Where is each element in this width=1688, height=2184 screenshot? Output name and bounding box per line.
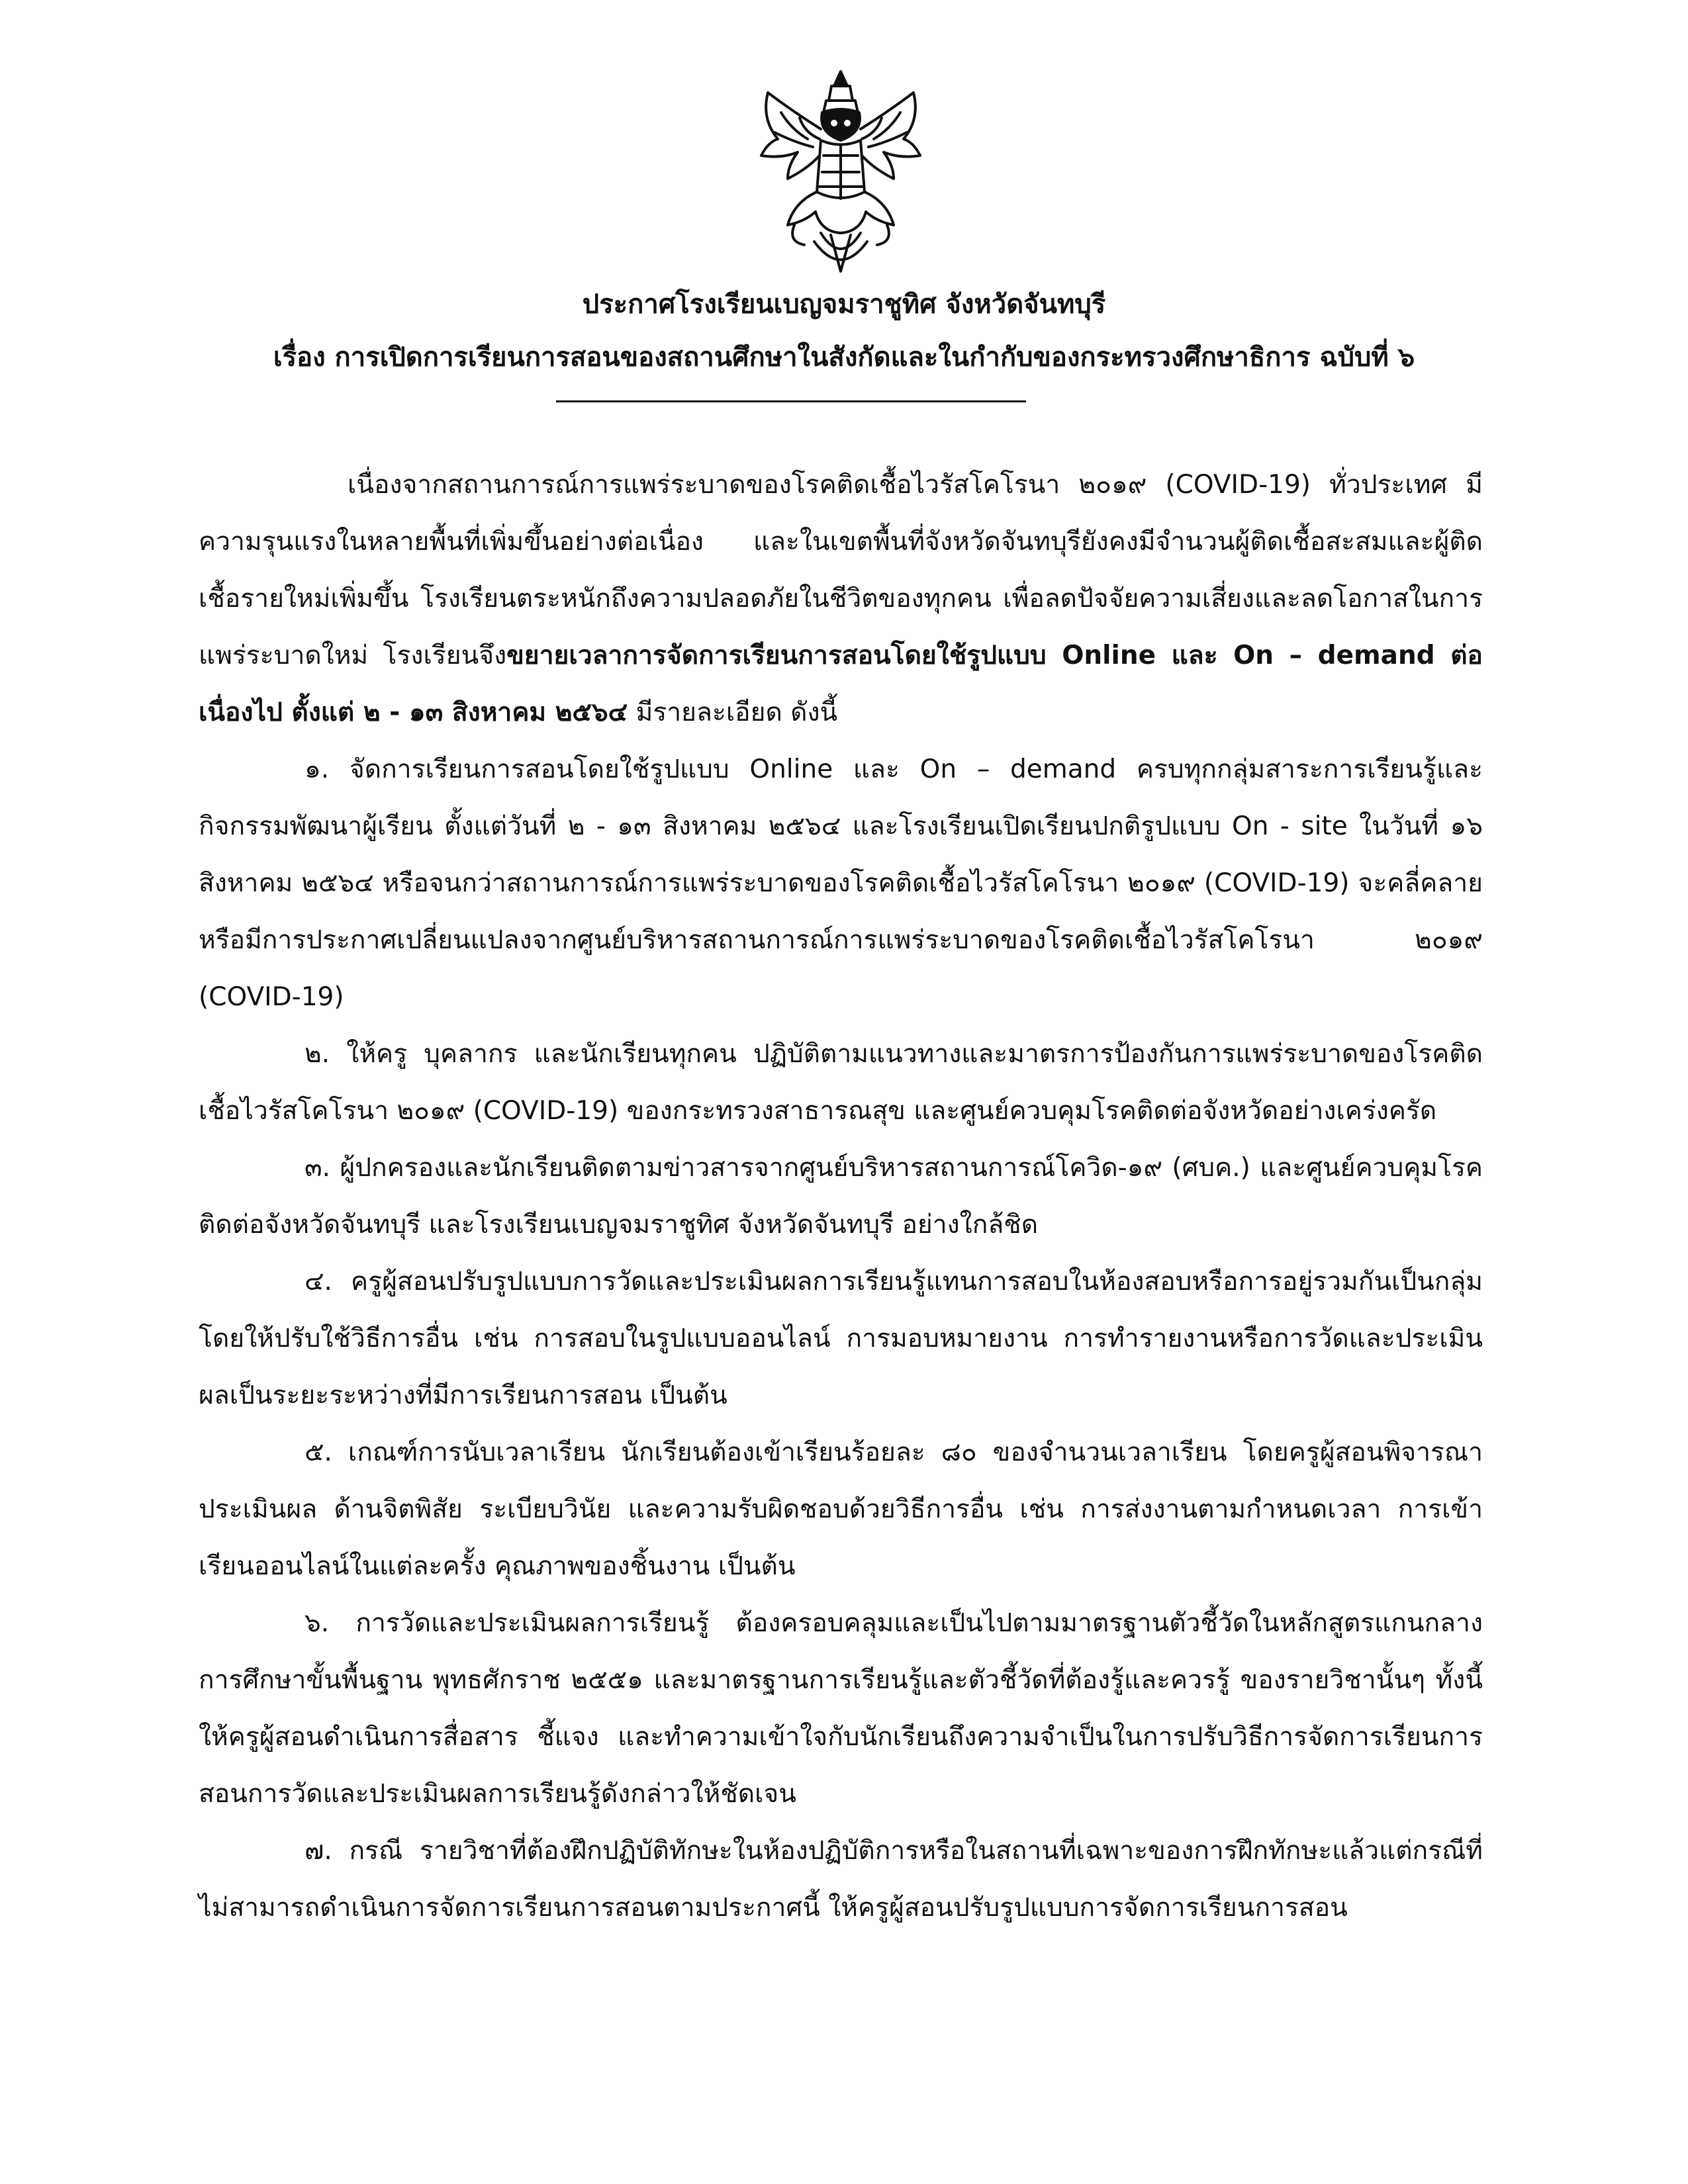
list-item-5: ๕. เกณฑ์การนับเวลาเรียน นักเรียนต้องเข้าเรียนร้อยละ ๘๐ ของจำนวนเวลาเรียน โดยครูผู้สอนพิจารณาประเมินผล ด้านจิตพิสัย ระเบียบวินัย และความรับผิดชอบด้วยวิธีการอื่น เช่น การส่งงานตามกำหนดเวลา การเข้าเรียนออนไลน์ในแต่ละครั้ง คุณภาพของชิ้นงาน เป็นต้น bbox=[199, 1437, 1483, 1581]
garuda-emblem-icon bbox=[741, 66, 940, 285]
list-item-7: ๗. กรณี รายวิชาที่ต้องฝึกปฏิบัติทักษะในห้องปฏิบัติการหรือในสถานที่เฉพาะของการฝึกทักษะแล้วแต่กรณีที่ไม่สามารถดำเนินการจัดการเรียนการสอนตามประกาศนี้ ให้ครูผู้สอนปรับรูปแบบการจัดการเรียนการสอน bbox=[199, 1836, 1483, 1923]
list-item-2: ๒. ให้ครู บุคลากร และนักเรียนทุกคน ปฏิบัติตามแนวทางและมาตรการป้องกันการแพร่ระบาดของโรคติดเชื้อไวรัสโคโรนา ๒๐๑๙ (COVID-19) ของกระทรวงสาธารณสุข และศูนย์ควบคุมโรคติดต่อจังหวัดอย่างเคร่งครัด bbox=[199, 1039, 1483, 1126]
announcement-body bbox=[199, 457, 1483, 1936]
list-item-4: ๔. ครูผู้สอนปรับรูปแบบการวัดและประเมินผลการเรียนรู้แทนการสอบในห้องสอบหรือการอยู่รวมกันเป็นกลุ่ม โดยให้ปรับใช้วิธีการอื่น เช่น การสอบในรูปแบบออนไลน์ การมอบหมายงาน การทำรายงานหรือการวัดและประเมินผลเป็นระยะระหว่างที่มีการเรียนการสอน เป็นต้น bbox=[199, 1267, 1483, 1410]
list-item-3: ๓. ผู้ปกครองและนักเรียนติดตามข่าวสารจากศูนย์บริหารสถานการณ์โควิด-๑๙ (ศบค.) และศูนย์ควบคุมโรคติดต่อจังหวัดจันทบุรี และโรงเรียนเบญจมราชูทิศ จังหวัดจันทบุรี อย่างใกล้ชิด bbox=[199, 1153, 1483, 1240]
intro-text-end: มีรายละเอียด ดังนี้ bbox=[628, 698, 838, 727]
announcement-subject: เรื่อง การเปิดการเรียนการสอนของสถานศึกษาในสังกัดและในกำกับของกระทรวงศึกษาธิการ ฉบับที่ ๖ bbox=[273, 342, 1415, 373]
list-item-6: ๖. การวัดและประเมินผลการเรียนรู้ ต้องครอบคลุมและเป็นไปตามมาตรฐานตัวชี้วัดในหลักสูตรแกนกลางการศึกษาขั้นพื้นฐาน พุทธศักราช ๒๕๕๑ และมาตรฐานการเรียนรู้และตัวชี้วัดที่ต้องรู้และควรรู้ ของรายวิชานั้นๆ ทั้งนี้ให้ครูผู้สอนดำเนินการสื่อสาร ชี้แจง และทำความเข้าใจกับนักเรียนถึงความจำเป็นในการปรับวิธีการจัดการเรียนการสอนการวัดและประเมินผลการเรียนรู้ดังกล่าวให้ชัดเจน bbox=[199, 1608, 1483, 1809]
intro-paragraph bbox=[199, 457, 1483, 741]
intro-bold-text: ขยายเวลาการจัดการเรียนการสอนโดยใช้รูปแบบ Online และ On – demand ต่อเนื่องไป ตั้งแต่ ๒ - ๑๓ สิงหาคม ๒๕๖๔ bbox=[199, 641, 1483, 727]
announcement-title: ประกาศโรงเรียนเบญจมราชูทิศ จังหวัดจันทบุรี bbox=[582, 289, 1106, 320]
title-divider bbox=[556, 400, 1026, 402]
list-item-1: ๑. จัดการเรียนการสอนโดยใช้รูปแบบ Online และ On – demand ครบทุกกลุ่มสาระการเรียนรู้และกิจกรรมพัฒนาผู้เรียน ตั้งแต่วันที่ ๒ - ๑๓ สิงหาคม ๒๕๖๔ และโรงเรียนเปิดเรียนปกติรูปแบบ On - site ในวันที่ ๑๖ สิงหาคม ๒๕๖๔ หรือจนกว่าสถานการณ์การแพร่ระบาดของโรคติดเชื้อไวรัสโคโรนา ๒๐๑๙ (COVID-19) จะคลี่คลายหรือมีการประกาศเปลี่ยนแปลงจากศูนย์บริหารสถานการณ์การแพร่ระบาดของโรคติดเชื้อไวรัสโคโรนา ๒๐๑๙ (COVID-19) bbox=[199, 754, 1483, 1012]
intro-text: เนื่องจากสถานการณ์การแพร่ระบาดของโรคติดเชื้อไวรัสโคโรนา ๒๐๑๙ (COVID-19) ทั่วประเทศ มีความรุนแรงในหลายพื้นที่เพิ่มขึ้นอย่างต่อเนื่อง และในเขตพื้นที่จังหวัดจันทบุรียังคงมีจำนวนผู้ติดเชื้อสะสมและผู้ติดเชื้อรายใหม่เพิ่มขึ้น โรงเรียนตระหนักถึงความปลอดภัยในชีวิตของทุกคน เพื่อลดปัจจัยความเสี่ยงและลดโอกาสในการแพร่ระบาดใหม่ โรงเรียนจึง bbox=[199, 470, 1483, 670]
